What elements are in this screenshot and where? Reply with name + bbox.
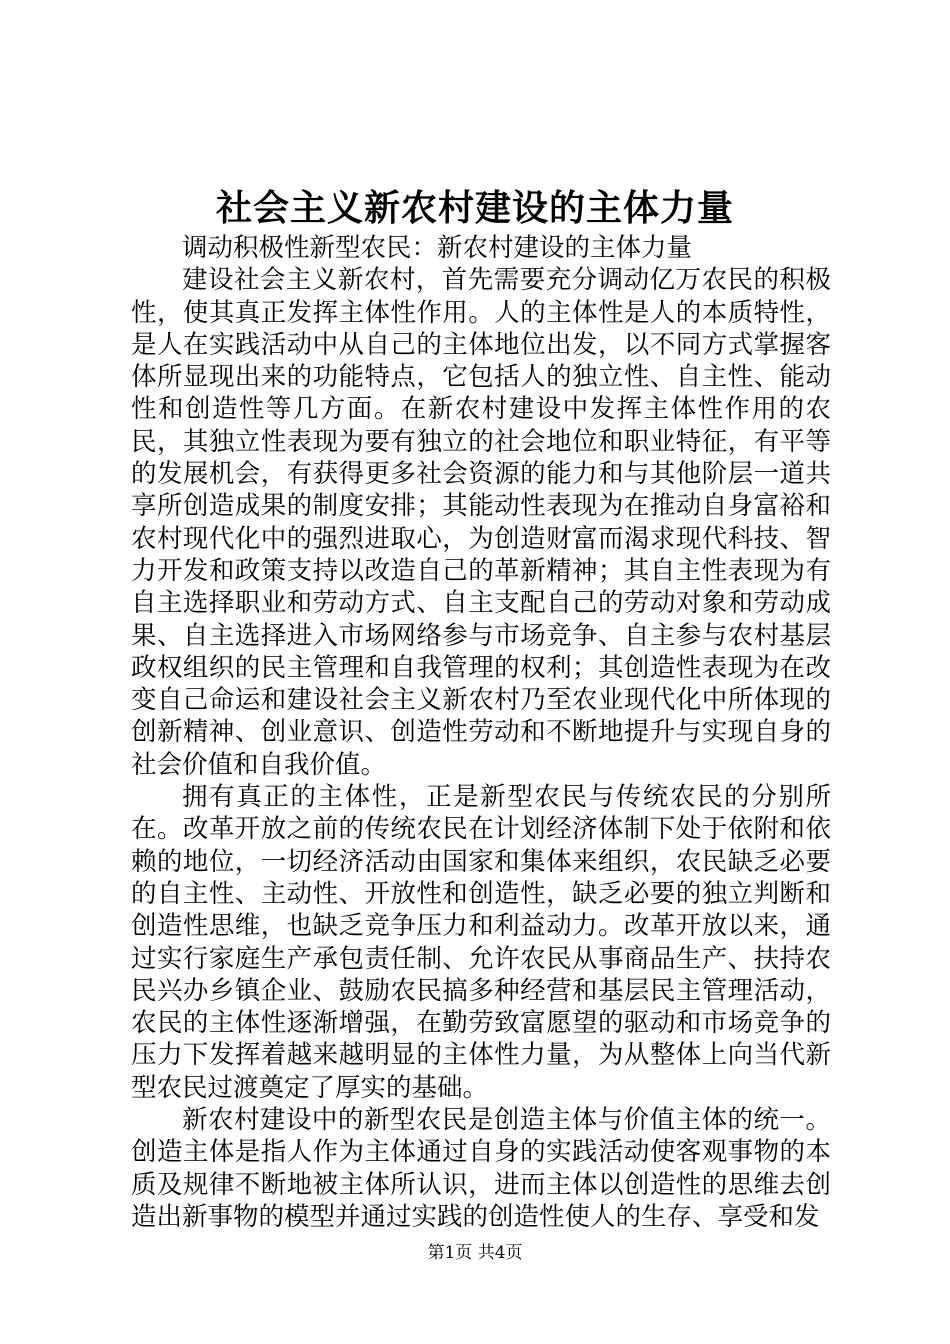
- document-body: [131, 232, 831, 1233]
- paragraph-2: 拥有真正的主体性，正是新型农民与传统农民的分别所在。改革开放之前的传统农民在计划经济体制下处于依附和依赖的地位，一切经济活动由国家和集体来组织，农民缺乏必要的自主性、主动性、开放性和创造性，缺乏必要的独立判断和创造性思维，也缺乏竞争压力和利益动力。改革开放以来，通过实行家庭生产承包责任制、允许农民从事商品生产、扶持农民兴办乡镇企业、鼓励农民搞多种经营和基层民主管理活动，农民的主体性逐渐增强，在勤劳致富愿望的驱动和市场竞争的压力下发挥着越来越明显的主体性力量，为从整体上向当代新型农民过渡奠定了厚实的基础。: [131, 782, 831, 1103]
- paragraph-3: 新农村建设中的新型农民是创造主体与价值主体的统一。创造主体是指人作为主体通过自身的实践活动使客观事物的本质及规律不断地被主体所认识，进而主体以创造性的思维去创造出新事物的模型并通过实践的创造性使人的生存、享受和发: [131, 1105, 831, 1232]
- page-footer: 第1页 共4页: [427, 1243, 523, 1263]
- paragraph-subtitle: 调动积极性新型农民：新农村建设的主体力量: [182, 233, 693, 263]
- paragraph-1: 建设社会主义新农村，首先需要充分调动亿万农民的积极性，使其真正发挥主体性作用。人的主体性是人的本质特性，是人在实践活动中从自己的主体地位出发，以不同方式掌握客体所显现出来的功能特点，它包括人的独立性、自主性、能动性和创造性等几方面。在新农村建设中发挥主体性作用的农民，其独立性表现为要有独立的社会地位和职业特征，有平等的发展机会，有获得更多社会资源的能力和与其他阶层一道共享所创造成果的制度安排；其能动性表现为在推动自身富裕和农村现代化中的强烈进取心，为创造财富而渴求现代科技、智力开发和政策支持以改造自己的革新精神；其自主性表现为有自主选择职业和劳动方式、自主支配自己的劳动对象和劳动成果、自主选择进入市场网络参与市场竞争、自主参与农村基层政权组织的民主管理和自我管理的权利；其创造性表现为在改变自己命运和建设社会主义新农村乃至农业现代化中所体现的创新精神、创业意识、创造性劳动和不断地提升与实现自身的社会价值和自我价值。: [131, 265, 831, 780]
- document-title: 社会主义新农村建设的主体力量: [215, 187, 734, 229]
